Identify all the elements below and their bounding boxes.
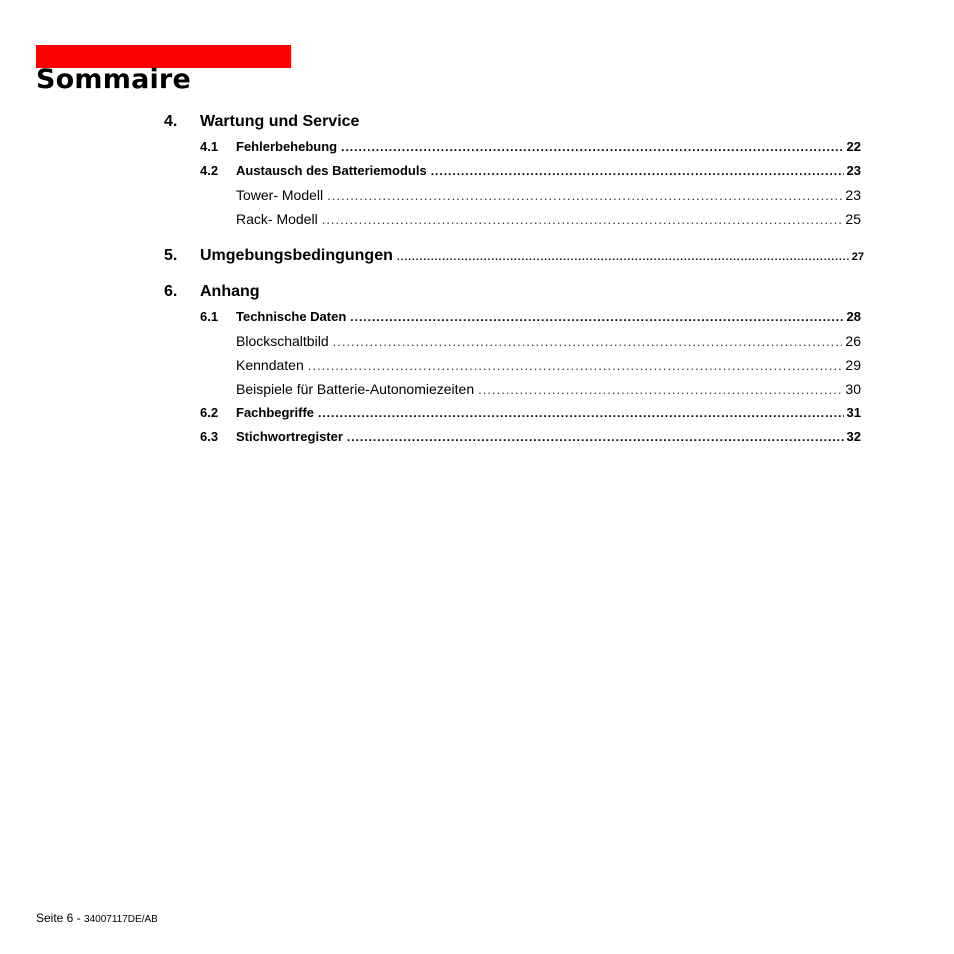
toc-section-6-3[interactable] bbox=[200, 429, 861, 447]
toc-number: 6.1 bbox=[200, 309, 219, 324]
toc-section-5[interactable] bbox=[164, 247, 864, 267]
toc-leader-dots bbox=[318, 406, 844, 420]
toc-label: Kenndaten bbox=[236, 357, 304, 373]
toc-label: Technische Daten bbox=[236, 309, 347, 324]
toc-label: Tower- Modell bbox=[236, 187, 324, 203]
toc-section-4-1[interactable] bbox=[200, 139, 861, 157]
toc-label: Rack- Modell bbox=[236, 211, 318, 227]
toc-sub-rack-modell[interactable] bbox=[236, 211, 861, 229]
toc-leader-dots bbox=[397, 252, 849, 263]
toc-label: Blockschaltbild bbox=[236, 333, 329, 349]
toc-section-4[interactable] bbox=[164, 113, 864, 133]
toc-label: Fachbegriffe bbox=[236, 405, 315, 420]
toc-page-number: 29 bbox=[845, 357, 861, 373]
toc-page-number: 31 bbox=[846, 405, 861, 420]
toc-number: 4.2 bbox=[200, 163, 219, 178]
footer-document-id: 34007117DE/AB bbox=[84, 914, 158, 925]
toc-page-number: 28 bbox=[846, 309, 861, 324]
toc-label: Austausch des Batteriemoduls bbox=[236, 163, 427, 178]
toc-label: Wartung und Service bbox=[200, 113, 360, 130]
toc-section-4-2[interactable] bbox=[200, 163, 861, 181]
page-title: Sommaire bbox=[36, 64, 191, 95]
toc-leader-dots bbox=[308, 358, 843, 373]
toc-sub-tower-modell[interactable] bbox=[236, 187, 861, 205]
toc-label: Fehlerbehebung bbox=[236, 139, 338, 154]
toc-number: 4.1 bbox=[200, 139, 219, 154]
toc-number: 6. bbox=[164, 283, 178, 300]
toc-leader-dots bbox=[347, 430, 844, 444]
toc-leader-dots bbox=[431, 164, 844, 178]
toc-page-number: 25 bbox=[845, 211, 861, 227]
toc-sub-blockschaltbild[interactable] bbox=[236, 333, 861, 351]
toc-page-number: 30 bbox=[845, 381, 861, 397]
toc-page-number: 23 bbox=[846, 163, 861, 178]
toc-sub-batterie-autonomiezeiten[interactable] bbox=[236, 381, 861, 399]
toc-label: Beispiele für Batterie-Autonomiezeiten bbox=[236, 381, 475, 397]
footer-page-label: Seite 6 - bbox=[36, 911, 81, 925]
toc-section-6[interactable] bbox=[164, 283, 864, 303]
toc-leader-dots bbox=[327, 188, 842, 203]
toc-label: Stichwortregister bbox=[236, 429, 343, 444]
toc-section-6-1[interactable] bbox=[200, 309, 861, 327]
page-footer bbox=[36, 911, 158, 925]
toc-section-6-2[interactable] bbox=[200, 405, 861, 423]
toc-number: 6.2 bbox=[200, 405, 219, 420]
toc-label: Anhang bbox=[200, 283, 260, 300]
toc-leader-dots bbox=[341, 140, 843, 154]
toc-sub-kenndaten[interactable] bbox=[236, 357, 861, 375]
toc-page-number: 27 bbox=[851, 251, 864, 263]
toc-number: 5. bbox=[164, 247, 178, 264]
toc-number: 6.3 bbox=[200, 429, 219, 444]
toc-label: Umgebungsbedingungen bbox=[200, 247, 393, 264]
toc-page-number: 23 bbox=[845, 187, 861, 203]
toc-leader-dots bbox=[333, 334, 843, 349]
toc-leader-dots bbox=[350, 310, 843, 324]
toc-page-number: 32 bbox=[846, 429, 861, 444]
toc-leader-dots bbox=[478, 382, 842, 397]
toc-number: 4. bbox=[164, 113, 178, 130]
toc-page-number: 22 bbox=[846, 139, 861, 154]
toc-leader-dots bbox=[322, 212, 843, 227]
toc-page-number: 26 bbox=[845, 333, 861, 349]
